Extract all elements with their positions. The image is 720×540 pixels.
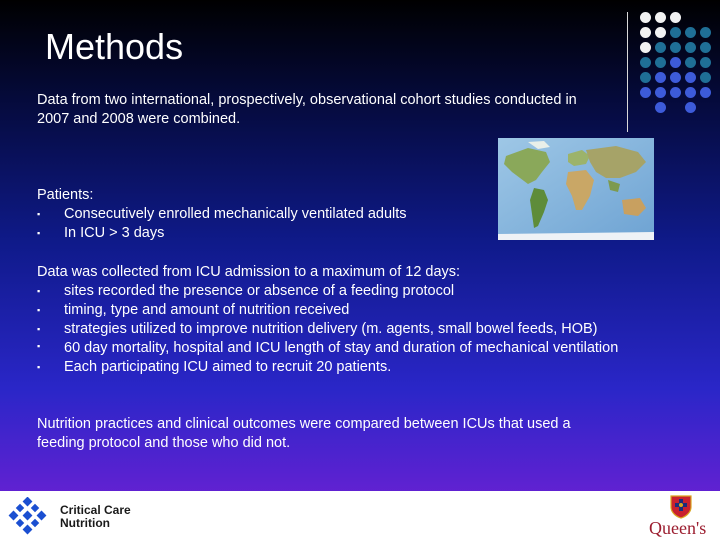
list-item-text: strategies utilized to improve nutrition delivery (m. agents, small bowel feeds, HOB) — [64, 321, 598, 337]
list-item-text: timing, type and amount of nutrition received — [64, 302, 350, 318]
list-item — [37, 301, 677, 320]
decorative-dot — [670, 12, 681, 23]
bullet-icon: ▪ — [37, 228, 41, 238]
patients-section — [37, 186, 487, 243]
bullet-icon: ▪ — [37, 305, 41, 315]
decorative-dot — [685, 87, 696, 98]
decorative-dot — [700, 42, 711, 53]
decorative-dot — [700, 72, 711, 83]
decorative-dot — [685, 42, 696, 53]
bullet-icon: ▪ — [37, 286, 41, 296]
intro-text: Data from two international, prospectively, observational cohort studies conducted in 2007 and 2008 were combined. — [37, 92, 577, 127]
data-collection-section — [37, 263, 677, 377]
bullet-icon: ▪ — [37, 209, 41, 219]
logo-line-2: Nutrition — [60, 516, 110, 530]
decorative-dot — [640, 42, 651, 53]
decorative-dot — [670, 87, 681, 98]
world-map-image — [498, 138, 654, 240]
intro-paragraph — [37, 91, 597, 129]
list-item-text: In ICU > 3 days — [64, 225, 165, 241]
decorative-dot — [670, 42, 681, 53]
data-collection-heading: Data was collected from ICU admission to a maximum of 12 days: — [37, 264, 461, 280]
decorative-dot — [700, 87, 711, 98]
decorative-dot — [640, 72, 651, 83]
conclusion-paragraph — [37, 415, 597, 453]
logo-line-1: Critical Care — [60, 503, 131, 517]
bullet-icon: ▪ — [37, 324, 41, 334]
decorative-dot — [655, 102, 666, 113]
list-item — [37, 358, 677, 377]
critical-care-nutrition-logo-text — [60, 504, 131, 530]
conclusion-text: Nutrition practices and clinical outcomes were compared between ICUs that used a feeding protocol and those who did not. — [37, 416, 571, 451]
decorative-dot — [685, 102, 696, 113]
list-item — [37, 224, 487, 243]
footer-bar — [0, 491, 720, 540]
list-item-text: 60 day mortality, hospital and ICU length of stay and duration of mechanical ventilation — [64, 340, 619, 356]
list-item-text: Each participating ICU aimed to recruit 20 patients. — [64, 359, 392, 375]
decorative-dot-grid — [640, 12, 720, 116]
decorative-dot — [685, 72, 696, 83]
decorative-dot — [655, 57, 666, 68]
patients-heading: Patients: — [37, 187, 94, 203]
decorative-dot — [655, 72, 666, 83]
list-item — [37, 205, 487, 224]
patients-list — [37, 205, 487, 243]
decorative-dot — [655, 42, 666, 53]
decorative-dot — [685, 27, 696, 38]
decorative-dot — [670, 27, 681, 38]
decorative-dot — [670, 57, 681, 68]
bullet-icon: ▪ — [37, 341, 41, 351]
critical-care-nutrition-logo-icon — [8, 497, 48, 535]
list-item — [37, 320, 677, 339]
bullet-icon: ▪ — [37, 362, 41, 372]
decorative-dot — [655, 87, 666, 98]
decorative-dot — [640, 57, 651, 68]
decorative-dot — [640, 87, 651, 98]
slide-title: Methods — [45, 26, 184, 67]
list-item-text: sites recorded the presence or absence of a feeding protocol — [64, 283, 455, 299]
decorative-dot — [655, 27, 666, 38]
decorative-dot — [700, 27, 711, 38]
list-item-text: Consecutively enrolled mechanically ventilated adults — [64, 206, 407, 222]
queens-university-logo-text: Queen's — [649, 518, 707, 538]
decorative-dot — [655, 12, 666, 23]
divider-line — [627, 12, 628, 132]
list-item — [37, 339, 624, 358]
decorative-dot — [640, 27, 651, 38]
decorative-dot — [640, 12, 651, 23]
data-collection-list — [37, 282, 677, 377]
decorative-dot — [700, 57, 711, 68]
decorative-dot — [685, 57, 696, 68]
list-item — [37, 282, 677, 301]
queens-crest-icon — [670, 495, 692, 519]
decorative-dot — [670, 72, 681, 83]
